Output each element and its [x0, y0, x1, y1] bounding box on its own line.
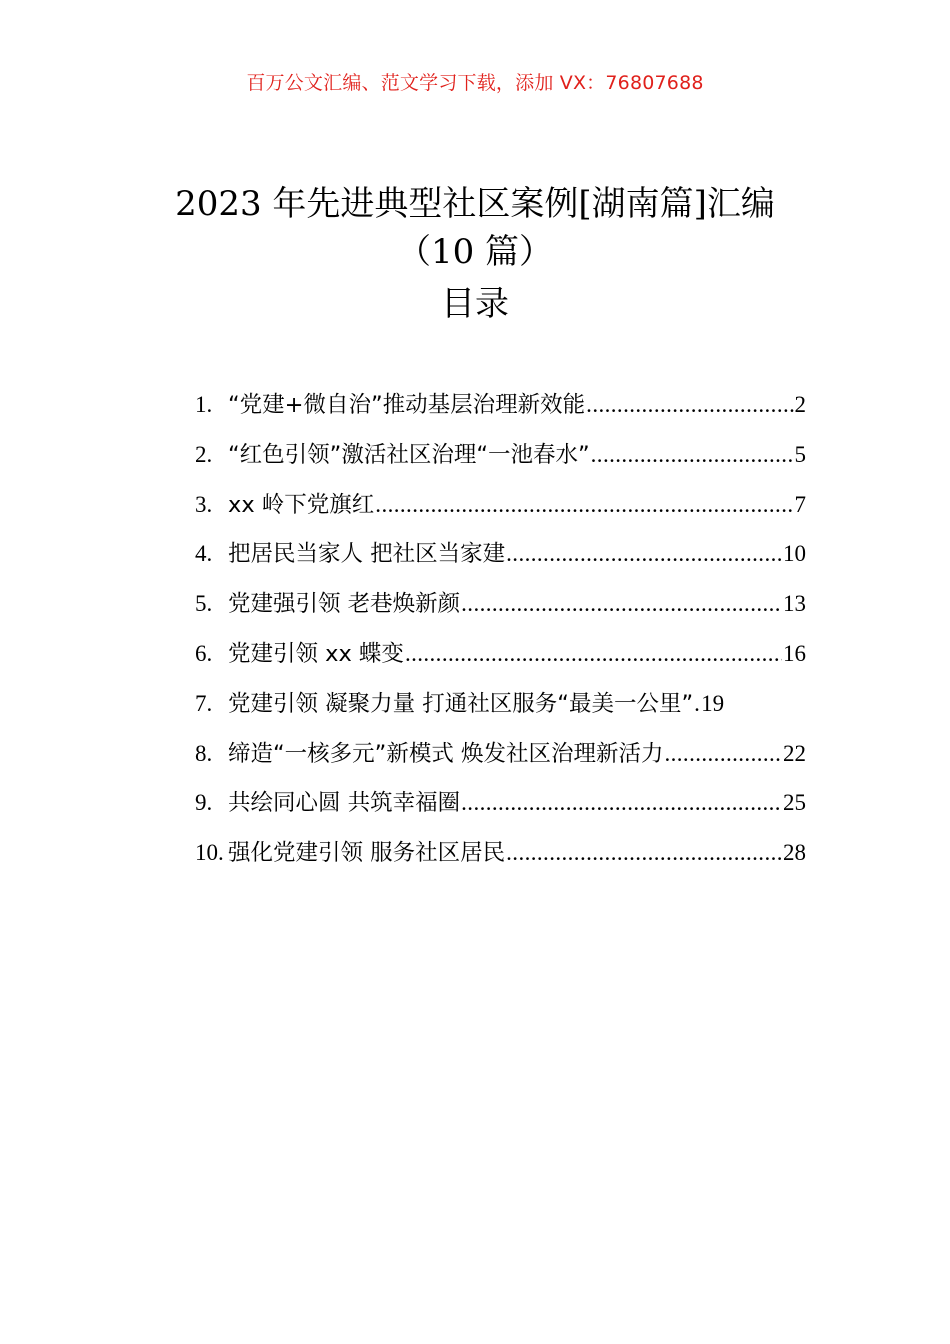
toc-entry-8[interactable] [195, 729, 806, 779]
toc-entry-number: 9. [195, 790, 213, 816]
toc-entry-9[interactable] [195, 778, 806, 828]
toc-leader-dots [461, 579, 782, 629]
toc-entry-title: 党建强引领 老巷焕新颜 [228, 591, 461, 618]
toc-leader-dots [506, 529, 782, 579]
toc-leader-dots [664, 729, 782, 779]
toc-leader-dots [586, 380, 793, 430]
toc-entry-title: 共绘同心圆 共筑幸福圈 [228, 790, 461, 817]
toc-entry-page: 10 [783, 541, 806, 567]
table-of-contents [195, 380, 806, 878]
toc-entry-5[interactable] [195, 579, 806, 629]
toc-leader-dots [591, 430, 794, 480]
toc-entry-title: 党建引领 xx 蝶变 [228, 640, 404, 667]
toc-entry-number: 6. [195, 640, 213, 666]
toc-entry-page: 25 [783, 790, 806, 816]
toc-entry-page: 19 [701, 690, 725, 716]
toc-entry-number: 3. [195, 491, 213, 517]
toc-entry-number: 10. [195, 840, 224, 866]
toc-entry-page: 22 [783, 740, 806, 766]
toc-entry-page: 5 [794, 441, 806, 467]
toc-entry-page: 7 [794, 491, 806, 517]
toc-leader-dots [375, 480, 793, 530]
toc-entry-page: 13 [783, 591, 806, 617]
toc-entry-title: “红色引领”激活社区治理“一池春水” [228, 441, 590, 468]
toc-entry-number: 2. [195, 441, 213, 467]
document-subtitle: （10 篇） [396, 232, 554, 272]
toc-entry-number: 7. [195, 690, 213, 716]
toc-entry-number: 5. [195, 591, 213, 617]
toc-leader-dots [461, 778, 782, 828]
toc-entry-page: 2 [794, 392, 806, 417]
toc-heading: 目录 [441, 284, 509, 324]
toc-entry-6[interactable] [195, 629, 806, 679]
toc-entry-1[interactable] [195, 380, 806, 430]
toc-entry-2[interactable] [195, 430, 806, 480]
toc-entry-title: 缔造“一核多元”新模式 焕发社区治理新活力 [228, 740, 664, 767]
toc-entry-7[interactable] [195, 679, 806, 729]
toc-entry-10[interactable] [195, 828, 806, 878]
toc-entry-title: “党建+微自治”推动基层治理新效能 [228, 392, 586, 418]
toc-entry-page: 28 [783, 840, 806, 866]
header-note: 百万公文汇编、范文学习下载，添加 VX：76807688 [246, 72, 704, 94]
toc-entry-number: 8. [195, 740, 213, 766]
toc-leader-dots [694, 679, 700, 729]
toc-entry-title: 党建引领 凝聚力量 打通社区服务“最美一公里” [228, 690, 694, 717]
toc-entry-number: 4. [195, 541, 213, 567]
toc-entry-title: xx 岭下党旗红 [228, 491, 375, 518]
toc-leader-dots [405, 629, 782, 679]
toc-entry-title: 把居民当家人 把社区当家建 [228, 541, 506, 568]
toc-entry-4[interactable] [195, 529, 806, 579]
toc-entry-page: 16 [783, 640, 806, 666]
toc-leader-dots [506, 828, 782, 878]
toc-entry-number: 1. [195, 392, 213, 417]
document-title: 2023 年先进典型社区案例[湖南篇]汇编 [175, 184, 775, 224]
toc-entry-3[interactable] [195, 480, 806, 530]
toc-entry-title: 强化党建引领 服务社区居民 [228, 840, 506, 867]
